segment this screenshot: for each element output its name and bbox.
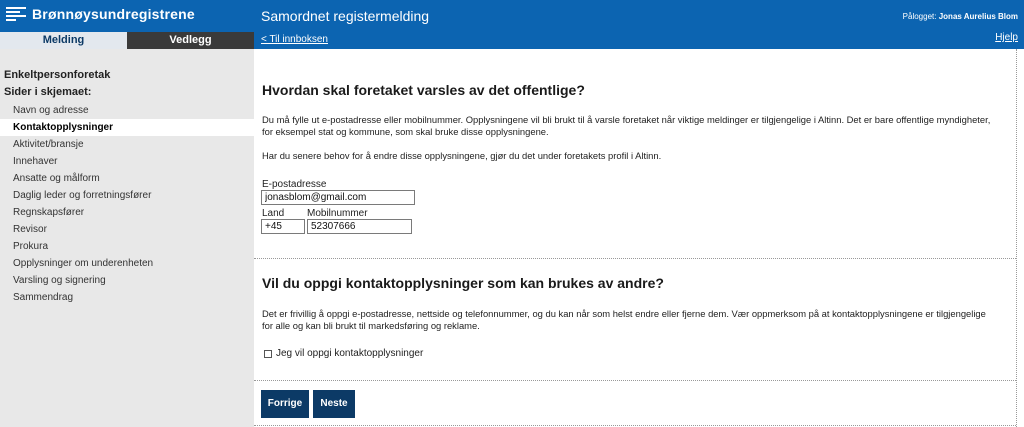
notification-info-text: Du må fylle ut e-postadresse eller mobilnummer. Opplysningene vil bli brukt til å varsle foretaket når viktige meldinger er tilgjengelige i Altinn. Det er bare offentlige myndigheter, for eksempel stat og kommune, som skal bruke disse opplysningene. bbox=[262, 114, 991, 137]
public-contact-info-text: Det er frivillig å oppgi e-postadresse, nettside og telefonnummer, og du kan når som helst endre eller fjerne dem. Vær oppmerksom på at kontaktopplysningene er tilgjengelige for alle og kan bli brukt til markedsføring og reklame. bbox=[262, 308, 986, 331]
next-button[interactable]: Neste bbox=[313, 390, 355, 418]
form-page-list bbox=[0, 102, 254, 306]
pages-heading: Sider i skjemaet: bbox=[4, 86, 92, 98]
public-contact-checkbox[interactable] bbox=[264, 350, 272, 358]
profile-change-text: Har du senere behov for å endre disse opplysningene, gjør du det under foretakets profil i Altinn. bbox=[262, 150, 662, 161]
email-field[interactable] bbox=[261, 190, 415, 205]
sidebar-item-aktivitet-bransje[interactable]: Aktivitet/bransje bbox=[13, 139, 84, 150]
login-user: Jonas Aurelius Blom bbox=[938, 12, 1018, 21]
public-contact-section-title: Vil du oppgi kontaktopplysninger som kan brukes av andre? bbox=[262, 275, 664, 291]
notification-section-title: Hvordan skal foretaket varsles av det offentlige? bbox=[262, 82, 585, 98]
country-code-field[interactable] bbox=[261, 219, 305, 234]
brreg-logo[interactable] bbox=[6, 6, 195, 22]
public-contact-checkbox-row[interactable] bbox=[264, 348, 423, 359]
bottom-divider bbox=[254, 425, 1016, 426]
app-title: Samordnet registermelding bbox=[261, 8, 430, 24]
email-label: E-postadresse bbox=[262, 179, 327, 190]
public-contact-checkbox-label[interactable]: Jeg vil oppgi kontaktopplysninger bbox=[276, 348, 424, 359]
logo-text: Brønnøysundregistrene bbox=[32, 6, 195, 22]
sidebar-item-innehaver[interactable]: Innehaver bbox=[13, 156, 58, 167]
sidebar-item-revisor[interactable]: Revisor bbox=[13, 224, 47, 235]
sub-navigation bbox=[0, 32, 1024, 49]
mobile-number-field[interactable] bbox=[307, 219, 412, 234]
buttons-divider bbox=[254, 380, 1016, 381]
sidebar-item-prokura[interactable]: Prokura bbox=[13, 241, 49, 252]
help-link[interactable]: Hjelp bbox=[995, 32, 1018, 43]
login-prefix: Pålogget: bbox=[902, 12, 937, 21]
previous-button[interactable]: Forrige bbox=[261, 390, 309, 418]
brreg-logo-icon bbox=[6, 7, 26, 21]
back-to-inbox-link[interactable]: < Til innboksen bbox=[261, 34, 328, 45]
company-type: Enkeltpersonforetak bbox=[4, 69, 111, 81]
mobile-label: Mobilnummer bbox=[307, 208, 368, 219]
tab-melding[interactable]: Melding bbox=[0, 32, 127, 49]
content-right-border bbox=[1016, 49, 1017, 427]
sidebar-item-daglig-leder[interactable]: Daglig leder og forretningsfører bbox=[13, 190, 152, 201]
login-status bbox=[903, 12, 1018, 21]
sidebar-item-varsling-og-signering[interactable]: Varsling og signering bbox=[13, 275, 106, 286]
sidebar-item-sammendrag[interactable]: Sammendrag bbox=[13, 292, 74, 303]
form-sidebar bbox=[0, 49, 254, 427]
sidebar-item-underenheten[interactable]: Opplysninger om underenheten bbox=[13, 258, 154, 269]
section-divider bbox=[254, 258, 1016, 259]
tab-vedlegg[interactable]: Vedlegg bbox=[127, 32, 254, 49]
top-header bbox=[0, 0, 1024, 32]
sidebar-item-navn-og-adresse[interactable]: Navn og adresse bbox=[13, 105, 89, 116]
country-code-label: Land bbox=[262, 208, 285, 219]
sidebar-item-regnskapsforer[interactable]: Regnskapsfører bbox=[13, 207, 85, 218]
sidebar-item-kontaktopplysninger[interactable]: Kontaktopplysninger bbox=[0, 119, 254, 136]
main-content bbox=[254, 49, 1016, 427]
sidebar-item-ansatte-og-malform[interactable]: Ansatte og målform bbox=[13, 173, 100, 184]
